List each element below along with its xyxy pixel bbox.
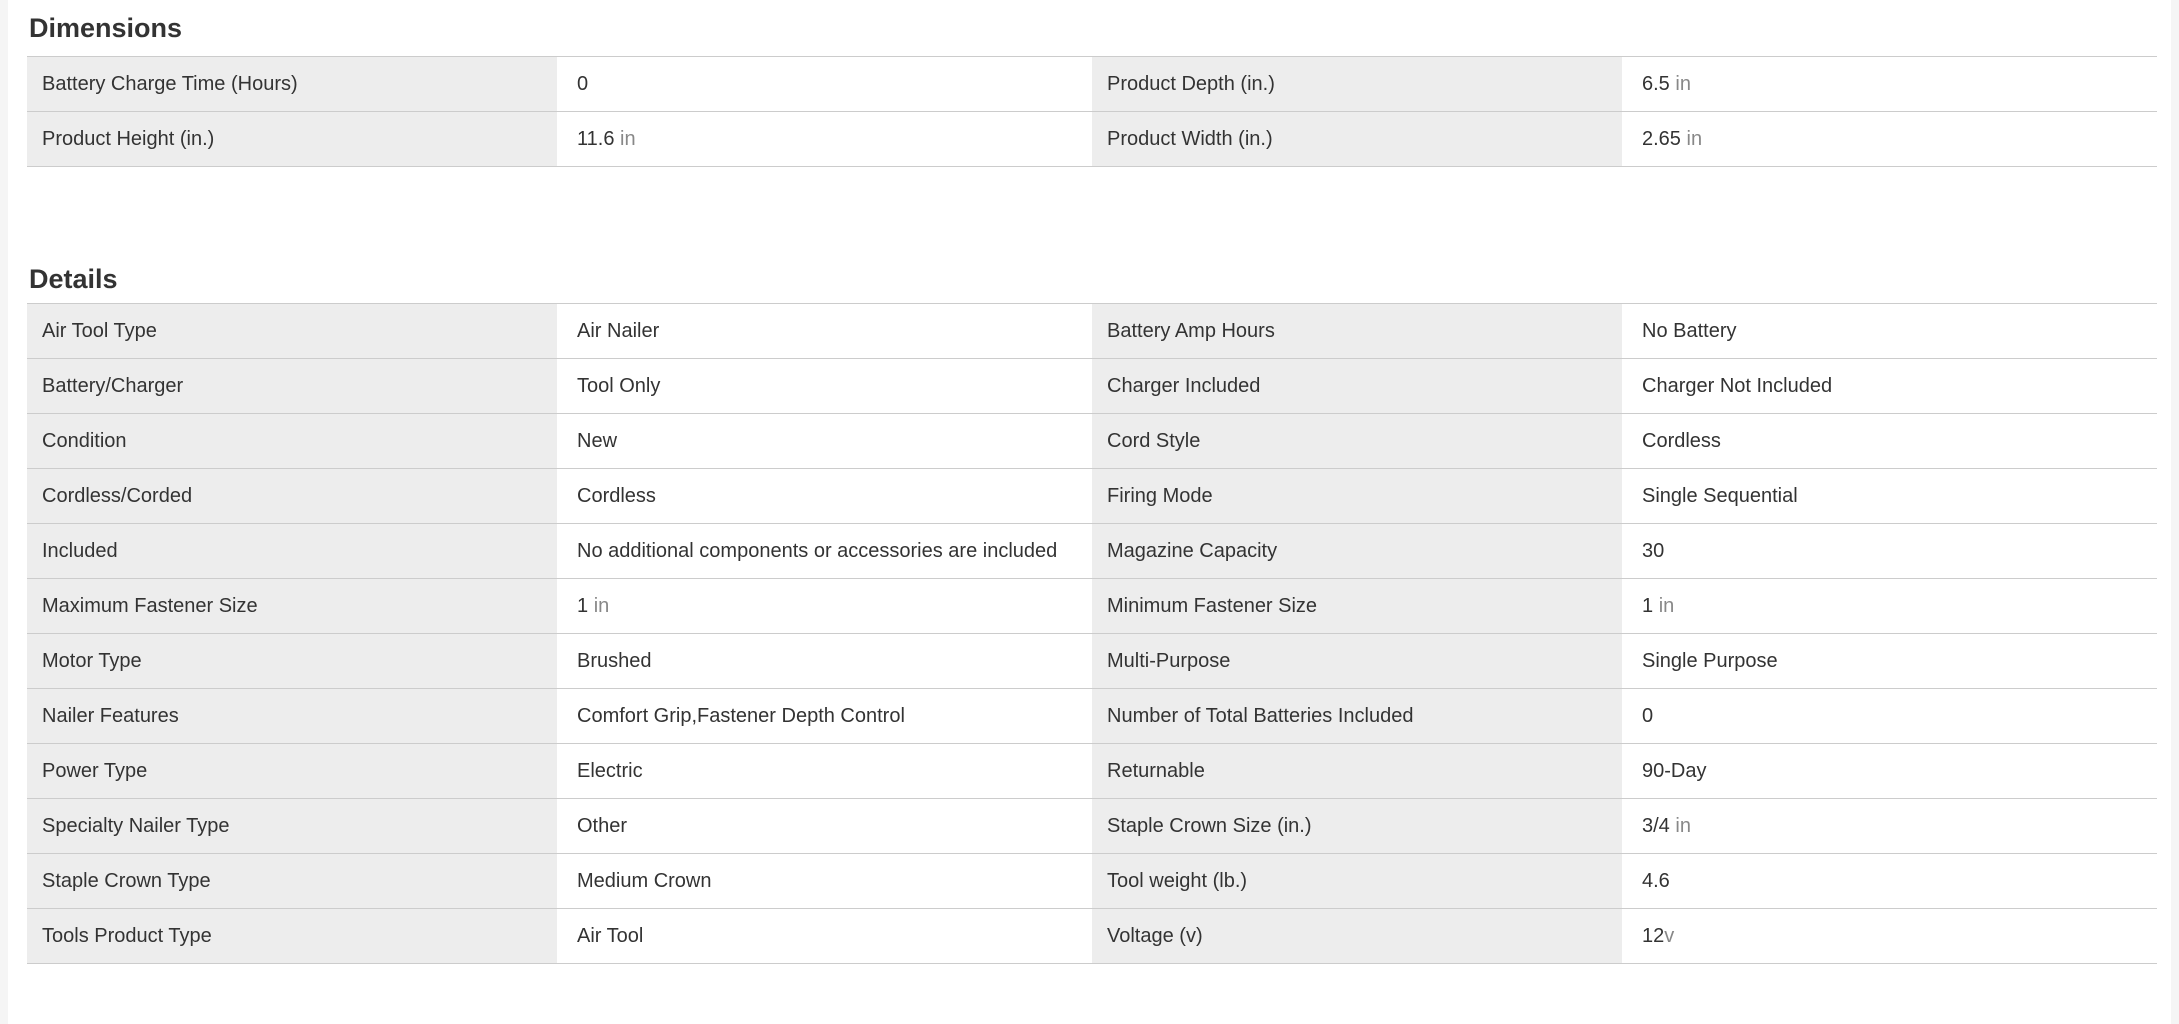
spec-label-cell bbox=[1092, 854, 1622, 908]
spec-value-text: Single Purpose bbox=[1642, 650, 1778, 672]
spec-value-text: 1 bbox=[1642, 595, 1654, 617]
spec-row-left-half bbox=[27, 579, 1092, 633]
spec-value-cell bbox=[1622, 854, 2157, 908]
spec-value-cell bbox=[557, 57, 1092, 111]
spec-label-cell bbox=[27, 854, 557, 908]
spec-value-cell bbox=[557, 909, 1092, 963]
spec-value-text: 90-Day bbox=[1642, 760, 1707, 782]
spec-value-text: 11.6 bbox=[577, 128, 615, 150]
spec-row-left-half bbox=[27, 524, 1092, 578]
spec-value-cell bbox=[557, 854, 1092, 908]
spec-label-text: Multi-Purpose bbox=[1107, 650, 1231, 672]
spec-label-cell bbox=[27, 414, 557, 468]
spec-label-text: Air Tool Type bbox=[42, 320, 157, 342]
spec-value-cell bbox=[557, 579, 1092, 633]
unit-suffix: in bbox=[1658, 595, 1675, 617]
spec-value-cell bbox=[557, 359, 1092, 413]
spec-row-right-half bbox=[1092, 689, 2157, 743]
spec-label-text: Product Depth (in.) bbox=[1107, 73, 1275, 95]
spec-row bbox=[27, 853, 2157, 908]
spec-label-cell bbox=[27, 689, 557, 743]
spec-label-cell bbox=[1092, 304, 1622, 358]
spec-value-text: Comfort Grip,Fastener Depth Control bbox=[577, 705, 905, 727]
section-title-dimensions: Dimensions bbox=[29, 13, 183, 43]
details-section bbox=[27, 263, 2157, 964]
spec-value-cell bbox=[1622, 112, 2157, 166]
dimensions-section bbox=[27, 12, 2157, 167]
spec-value-cell bbox=[1622, 689, 2157, 743]
spec-value-text: 3/4 bbox=[1642, 815, 1670, 837]
spec-label-text: Staple Crown Size (in.) bbox=[1107, 815, 1312, 837]
spec-label-cell bbox=[27, 799, 557, 853]
spec-label-cell bbox=[27, 909, 557, 963]
spec-value-cell bbox=[557, 689, 1092, 743]
spec-value-cell bbox=[1622, 634, 2157, 688]
spec-label-text: Returnable bbox=[1107, 760, 1205, 782]
spec-row-left-half bbox=[27, 469, 1092, 523]
spec-row-right-half bbox=[1092, 579, 2157, 633]
spec-value-cell bbox=[1622, 799, 2157, 853]
spec-row bbox=[27, 743, 2157, 798]
spec-value-text: New bbox=[577, 430, 618, 452]
spec-label-text: Product Height (in.) bbox=[42, 128, 215, 150]
spec-row-right-half bbox=[1092, 909, 2157, 963]
spec-row bbox=[27, 111, 2157, 166]
spec-value-text: 0 bbox=[1642, 705, 1654, 727]
spec-label-text: Cord Style bbox=[1107, 430, 1201, 452]
spec-label-text: Staple Crown Type bbox=[42, 870, 211, 892]
spec-row bbox=[27, 908, 2157, 963]
spec-row-left-half bbox=[27, 689, 1092, 743]
spec-row-right-half bbox=[1092, 524, 2157, 578]
spec-row bbox=[27, 523, 2157, 578]
spec-row bbox=[27, 413, 2157, 468]
spec-row-right-half bbox=[1092, 744, 2157, 798]
page-right-edge bbox=[2171, 0, 2179, 1024]
spec-row-right-half bbox=[1092, 414, 2157, 468]
spec-value-cell bbox=[1622, 579, 2157, 633]
spec-value-cell bbox=[1622, 524, 2157, 578]
spec-value-text: 1 bbox=[577, 595, 589, 617]
spec-label-text: Battery Charge Time (Hours) bbox=[42, 73, 298, 95]
spec-label-cell bbox=[1092, 579, 1622, 633]
details-table bbox=[27, 303, 2157, 964]
spec-row-left-half bbox=[27, 304, 1092, 358]
spec-value-text: 30 bbox=[1642, 540, 1665, 562]
spec-label-text: Minimum Fastener Size bbox=[1107, 595, 1318, 617]
spec-value-text: 2.65 bbox=[1642, 128, 1681, 150]
spec-row bbox=[27, 358, 2157, 413]
spec-label-cell bbox=[27, 524, 557, 578]
spec-row-left-half bbox=[27, 909, 1092, 963]
spec-row-right-half bbox=[1092, 112, 2157, 166]
spec-label-cell bbox=[27, 744, 557, 798]
spec-value-text: 12 bbox=[1642, 925, 1665, 947]
spec-label-cell bbox=[27, 579, 557, 633]
unit-suffix: in bbox=[1675, 73, 1691, 95]
spec-label-cell bbox=[1092, 469, 1622, 523]
spec-row bbox=[27, 633, 2157, 688]
product-specifications bbox=[27, 0, 2157, 964]
spec-row bbox=[27, 688, 2157, 743]
spec-label-text: Number of Total Batteries Included bbox=[1107, 705, 1414, 727]
spec-label-cell bbox=[1092, 359, 1622, 413]
spec-row-right-half bbox=[1092, 359, 2157, 413]
spec-label-cell bbox=[1092, 524, 1622, 578]
spec-label-cell bbox=[27, 634, 557, 688]
spec-label-cell bbox=[27, 304, 557, 358]
spec-value-text: Tool Only bbox=[577, 375, 661, 397]
spec-row-right-half bbox=[1092, 634, 2157, 688]
spec-row-right-half bbox=[1092, 854, 2157, 908]
spec-label-cell bbox=[1092, 634, 1622, 688]
spec-value-cell bbox=[557, 414, 1092, 468]
spec-label-text: Motor Type bbox=[42, 650, 142, 672]
spec-label-cell bbox=[1092, 57, 1622, 111]
spec-label-text: Magazine Capacity bbox=[1107, 540, 1278, 562]
spec-label-text: Specialty Nailer Type bbox=[42, 815, 230, 837]
spec-value-cell bbox=[1622, 304, 2157, 358]
spec-row-left-half bbox=[27, 799, 1092, 853]
spec-label-text: Power Type bbox=[42, 760, 148, 782]
spec-label-text: Cordless/Corded bbox=[42, 485, 193, 507]
spec-value-text: Other bbox=[577, 815, 628, 837]
spec-value-cell bbox=[1622, 414, 2157, 468]
spec-value-text: No additional components or accessories are included bbox=[577, 540, 1058, 562]
spec-value-cell bbox=[557, 524, 1092, 578]
spec-label-cell bbox=[1092, 799, 1622, 853]
spec-label-text: Firing Mode bbox=[1107, 485, 1213, 507]
unit-suffix: in bbox=[593, 595, 610, 617]
page-left-edge bbox=[0, 0, 8, 1024]
spec-label-cell bbox=[1092, 689, 1622, 743]
spec-label-text: Nailer Features bbox=[42, 705, 179, 727]
spec-value-cell bbox=[557, 744, 1092, 798]
spec-row-left-half bbox=[27, 414, 1092, 468]
spec-value-text: Air Tool bbox=[577, 925, 644, 947]
spec-label-cell bbox=[27, 359, 557, 413]
spec-row bbox=[27, 798, 2157, 853]
spec-value-cell bbox=[1622, 469, 2157, 523]
spec-row-right-half bbox=[1092, 799, 2157, 853]
spec-value-text: Electric bbox=[577, 760, 643, 782]
unit-suffix: in bbox=[1675, 815, 1691, 837]
spec-label-text: Voltage (v) bbox=[1107, 925, 1203, 947]
spec-value-text: Medium Crown bbox=[577, 870, 712, 892]
spec-value-cell bbox=[557, 634, 1092, 688]
spec-value-text: 6.5 bbox=[1642, 73, 1670, 95]
spec-label-text: Maximum Fastener Size bbox=[42, 595, 258, 617]
spec-label-cell bbox=[27, 112, 557, 166]
spec-row-right-half bbox=[1092, 469, 2157, 523]
unit-suffix: v bbox=[1664, 925, 1675, 947]
spec-value-cell bbox=[557, 304, 1092, 358]
spec-label-text: Battery/Charger bbox=[42, 375, 184, 397]
spec-label-cell bbox=[1092, 744, 1622, 798]
spec-row-left-half bbox=[27, 634, 1092, 688]
unit-suffix: in bbox=[620, 128, 636, 150]
spec-row-left-half bbox=[27, 744, 1092, 798]
unit-suffix: in bbox=[1686, 128, 1703, 150]
spec-value-cell bbox=[1622, 909, 2157, 963]
spec-row bbox=[27, 578, 2157, 633]
spec-label-cell bbox=[1092, 112, 1622, 166]
spec-label-cell bbox=[27, 57, 557, 111]
spec-value-text: 4.6 bbox=[1642, 870, 1670, 892]
spec-value-cell bbox=[1622, 57, 2157, 111]
spec-value-text: Cordless bbox=[1642, 430, 1721, 452]
section-title-details: Details bbox=[29, 264, 118, 294]
spec-value-text: Brushed bbox=[577, 650, 652, 672]
spec-label-text: Condition bbox=[42, 430, 127, 452]
spec-value-text: No Battery bbox=[1642, 320, 1737, 342]
spec-label-cell bbox=[27, 469, 557, 523]
spec-value-cell bbox=[1622, 359, 2157, 413]
spec-label-text: Tools Product Type bbox=[42, 925, 212, 947]
spec-label-text: Tool weight (lb.) bbox=[1107, 870, 1248, 892]
spec-row-right-half bbox=[1092, 304, 2157, 358]
spec-row-right-half bbox=[1092, 57, 2157, 111]
spec-value-cell bbox=[557, 799, 1092, 853]
spec-value-text: Single Sequential bbox=[1642, 485, 1798, 507]
spec-label-cell bbox=[1092, 909, 1622, 963]
spec-label-text: Included bbox=[42, 540, 118, 562]
spec-row bbox=[27, 56, 2157, 111]
spec-row-left-half bbox=[27, 359, 1092, 413]
spec-row-left-half bbox=[27, 112, 1092, 166]
dimensions-table bbox=[27, 56, 2157, 167]
spec-label-text: Battery Amp Hours bbox=[1107, 320, 1275, 342]
spec-value-cell bbox=[557, 112, 1092, 166]
spec-row bbox=[27, 303, 2157, 358]
spec-row-left-half bbox=[27, 854, 1092, 908]
spec-label-text: Product Width (in.) bbox=[1107, 128, 1273, 150]
spec-value-text: Charger Not Included bbox=[1642, 375, 1833, 397]
spec-value-cell bbox=[1622, 744, 2157, 798]
spec-label-text: Charger Included bbox=[1107, 375, 1261, 397]
spec-value-text: Air Nailer bbox=[577, 320, 660, 342]
spec-row-left-half bbox=[27, 57, 1092, 111]
spec-value-text: 0 bbox=[577, 73, 589, 95]
spec-value-cell bbox=[557, 469, 1092, 523]
spec-label-cell bbox=[1092, 414, 1622, 468]
spec-value-text: Cordless bbox=[577, 485, 656, 507]
spec-row bbox=[27, 468, 2157, 523]
